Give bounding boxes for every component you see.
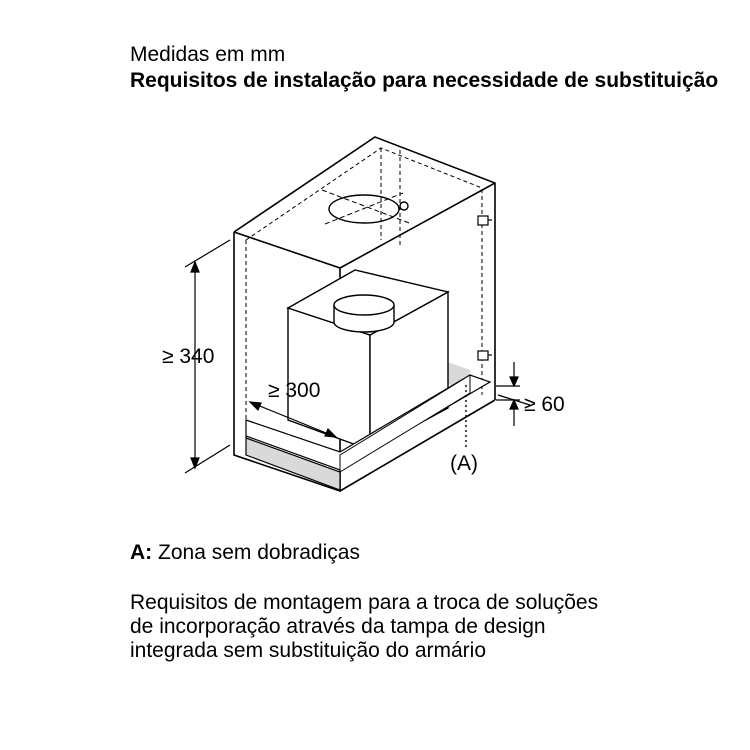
top-duct-opening [322,190,412,224]
legend-key: A: [130,541,153,564]
hood-duct [334,295,394,332]
dimension-depth-label: ≥ 300 [268,379,321,402]
units-note: Medidas em mm [130,43,286,66]
hinge-upper [478,216,492,225]
legend [130,541,360,565]
dimension-gap-label: ≥ 60 [524,393,565,416]
hinge-lower [478,351,492,360]
dimension-height-label: ≥ 340 [162,345,215,368]
page-title: Requisitos de instalação para necessidade de substituição [130,69,719,92]
legend-text: Zona sem dobradiças [158,541,360,564]
zone-a-callout: (A) [450,452,478,475]
installation-note: Requisitos de montagem para a troca de soluções de incorporação através da tampa de design integrada sem substituição do armário [130,591,599,662]
